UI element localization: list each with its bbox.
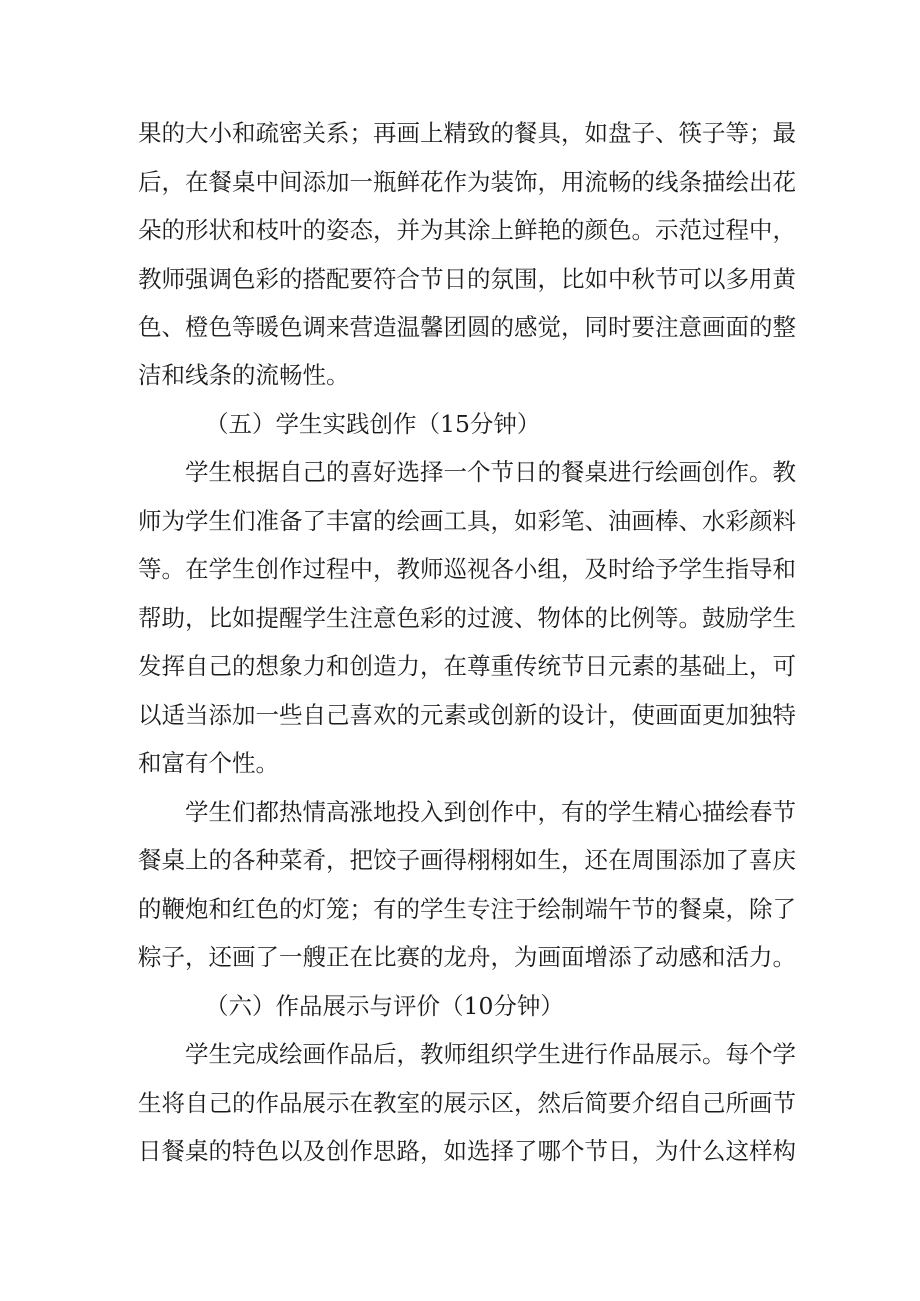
paragraph-2-line-1: 学生根据自己的喜好选择一个节日的餐桌进行绘画创作。教: [185, 458, 796, 486]
paragraph-3-line-4: 粽子，还画了一艘正在比赛的龙舟，为画面增添了动感和活力。: [138, 943, 796, 971]
paragraph-2-line-3: 等。在学生创作过程中，教师巡视各小组，及时给予学生指导和: [138, 555, 796, 583]
paragraph-2-line-5: 发挥自己的想象力和创造力，在尊重传统节日元素的基础上，可: [138, 652, 796, 680]
paragraph-3-line-1: 学生们都热情高涨地投入到创作中，有的学生精心描绘春节: [185, 798, 796, 826]
paragraph-4-line-2: 生将自己的作品展示在教室的展示区，然后简要介绍自己所画节: [138, 1089, 796, 1117]
paragraph-2-line-4: 帮助，比如提醒学生注意色彩的过渡、物体的比例等。鼓励学生: [138, 604, 796, 632]
paragraph-1-line-4: 教师强调色彩的搭配要符合节日的氛围，比如中秋节可以多用黄: [138, 265, 796, 293]
paragraph-4-line-1: 学生完成绘画作品后，教师组织学生进行作品展示。每个学: [185, 1040, 796, 1068]
paragraph-1-line-5: 色、橙色等暖色调来营造温馨团圆的感觉，同时要注意画面的整: [138, 313, 796, 341]
paragraph-3-line-3: 的鞭炮和红色的灯笼；有的学生专注于绘制端午节的餐桌，除了: [138, 895, 796, 923]
paragraph-1-line-1: 果的大小和疏密关系；再画上精致的餐具，如盘子、筷子等；最: [138, 119, 796, 147]
paragraph-4-line-3: 日餐桌的特色以及创作思路，如选择了哪个节日，为什么这样构: [138, 1137, 796, 1165]
paragraph-1-line-6: 洁和线条的流畅性。: [138, 361, 350, 389]
section-heading-5: （五）学生实践创作（15分钟）: [205, 410, 541, 438]
section-heading-6: （六）作品展示与评价（10分钟）: [205, 992, 564, 1020]
paragraph-1-line-2: 后，在餐桌中间添加一瓶鲜花作为装饰，用流畅的线条描绘出花: [138, 168, 796, 196]
paragraph-2-line-2: 师为学生们准备了丰富的绘画工具，如彩笔、油画棒、水彩颜料: [138, 507, 796, 535]
paragraph-2-line-6: 以适当添加一些自己喜欢的元素或创新的设计，使画面更加独特: [138, 701, 796, 729]
paragraph-2-line-7: 和富有个性。: [138, 749, 279, 777]
paragraph-3-line-2: 餐桌上的各种菜肴，把饺子画得栩栩如生，还在周围添加了喜庆: [138, 846, 796, 874]
paragraph-1-line-3: 朵的形状和枝叶的姿态，并为其涂上鲜艳的颜色。示范过程中，: [138, 216, 796, 244]
